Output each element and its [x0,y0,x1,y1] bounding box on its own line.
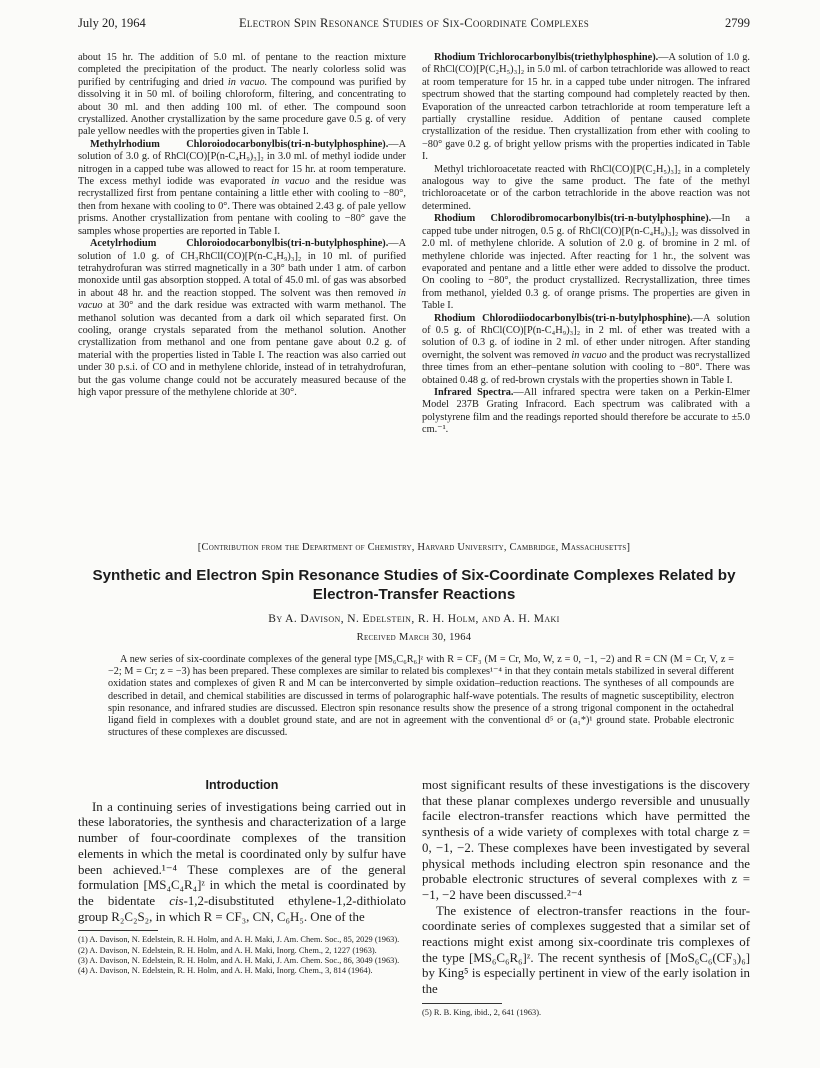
compound-heading: Acetylrhodium Chloroiodocarbonylbis(tri-n-butylphosphine). [90,238,389,250]
contribution-line: [Contribution from the Department of Chemistry, Harvard University, Cambridge, Massachusetts] [197,542,631,553]
compound-heading: Methylrhodium Chloroiodocarbonylbis(tri-n-butylphosphine). [90,138,389,150]
introduction-right-column [422,778,750,1018]
paragraph-text: —A solution of 3.0 g. of RhCl(CO)[P(n-C₄H₉)₃]₂ in 3.0 ml. of methyl iodide under nitrogen in a capped tube was allowed to react for 15 hr. at room temperature. The excess methyl iodide was evaporated [78,138,406,188]
paragraph-text: —All infrared spectra were taken on a Perkin-Elmer Model 237B Grating Infracord. Each spectrum was calibrated with a polystyrene film and the readings reported should therefore be accurate to ±5.0 cm.⁻¹. [422,386,751,436]
footnote-rule [422,1003,502,1004]
footnote: (2) A. Davison, N. Edelstein, R. H. Holm, and A. H. Maki, Inorg. Chem., 2, 1227 (1963). [78,945,377,955]
paragraph-text: —A solution of 1.0 g. of RhCl(CO)[P(C₂H₅)₃]₂ in 5.0 ml. of carbon tetrachloride was allowed to react at room temperature for 15 hr. in a capped tube under nitrogen. The infrared spectrum showed that the starting compound had completely reacted by then. Evaporation of the unreacted carbon tetrachloride at room temperature left a partially crystalline residue. Addition of pentane caused complete crystallization of the residue. Then crystallization from ether with cooling to −80° gave 0.2 g. of bright yellow prisms with the properties indicated in Table I. [422,52,750,163]
top-left-column [78,52,406,399]
footnote: (1) A. Davison, N. Edelstein, R. H. Holm, and A. H. Maki, J. Am. Chem. Soc., 85, 2029 (1963). [78,935,400,945]
compound-heading: Rhodium Chlorodibromocarbonylbis(tri-n-butylphosphine). [434,213,712,225]
section-heading-introduction: Introduction [205,778,279,792]
section-run-in-heading: Infrared Spectra. [434,386,514,398]
paragraph-text: In a continuing series of investigations being carried out in these laboratories, the synthesis and characterization of a large number of four-coordinate complexes of the transition elements in which the metal is coordinated only by sulfur have been achieved.¹⁻⁴ These complexes are of the general formulation [MS₄C₄R₄]ᶻ in which the metal is coordinated by the bidentate [78,799,406,908]
footnote: (3) A. Davison, N. Edelstein, R. H. Holm, and A. H. Maki, J. Am. Chem. Soc., 86, 3049 (1963). [78,955,400,965]
paragraph [422,387,750,437]
paragraph-text: —A solution of 0.5 g. of RhCl(CO)[P(n-C₄H₉)₃]₂ in 2 ml. of ether was treated with a solution of 0.3 g. of iodine in 2 ml. of ether under nitrogen. After standing overnight, the solvent was removed [422,312,750,361]
author-line: By A. Davison, N. Edelstein, R. H. Holm, and A. H. Maki [268,613,560,625]
paragraph: most significant results of these investigations is the discovery that these planar complexes undergo reversible and unusually facile electron-transfer reactions which have permitted the synthesis of a wide variety of complexes with total charge z = 0, −1, −2. These complexes have been investigated by several physical methods including electron spin resonance and the probable electronic structures of several complexes with z = −1, −2 have been discussed.²⁻⁴ [422,778,750,902]
paragraph [422,213,750,312]
paragraph-text: The compound was purified by dissolving it in 50 ml. of boiling chloroform, filtering, and concentrating to about 30 ml. and then adding 100 ml. of ether. The compound soon crystallized. Another crystallization by the same procedure gave 0.5 g. of very pale yellow needles with the properties given in Table I. [78,76,407,138]
paragraph [422,164,750,214]
italic-text: cis [169,893,184,908]
paragraph-text: -1,2-disubstituted ethylene-1,2-dithiolato group R₂C₂S₂, in which R = CF₃, CN, C₆H₅. One of the [78,893,406,924]
paragraph-text: and the residue was recrystallized first from pentane containing a little ether with cooling to −80°, then from hexane with cooling to 0°. There was obtained 2.43 g. of pale yellow prisms. Another crystallization from pentane with cooling to −80° gave the samples whose properties are reported in Table I. [78,176,407,237]
footnotes-right [422,1008,750,1018]
paragraph: The existence of electron-transfer reactions in the four-coordinate series of complexes suggested that a similar set of reactions might exist among six-coordinate tris complexes of the type [MS₆C₆R₆]ᶻ. The recent synthesis of [MoS₆C₆(CF₃)₆] by King⁵ is especially pertinent in view of the early isolation in the [422,903,750,997]
page-number: 2799 [725,16,750,30]
paragraph-text: at 30° and the dark residue was extracted with warm methanol. The methanol solution was decanted from a dark oil which separated first. On cooling, orange crystals separated from the methanol solution. Another crystallization from methanol and one from pentane gave about 0.2 g. of material with the properties listed in Table I. The reaction was also carried out under 30 p.s.i. of CO and in methylene chloride, instead of in tetrahydrofuran, but the gas volume change could not be accurately measured because of the high vapor pressure of the methylene chloride at 30°. [78,300,406,398]
italic-text: in vacuo [78,287,406,312]
top-columns [78,52,750,492]
paragraph [78,52,406,139]
paragraph [78,238,406,399]
italic-text: in vacuo [571,349,607,361]
footnotes-left [78,935,406,976]
received-date: Received March 30, 1964 [356,632,472,643]
footnote-rule [78,930,158,931]
paragraph-text: Methyl trichloroacetate reacted with RhCl(CO)[P(C₂H₅)₃]₂ in a completely analogous way to give the same product. The fate of the methyl trichloroacetate or of the carbon tetrachloride in the above reaction was not determined. [422,163,750,212]
running-head-title: Electron Spin Resonance Studies of Six-Coordinate Complexes [238,16,590,30]
paragraph-text: —In a capped tube under nitrogen, 0.5 g. of RhCl(CO)[P(n-C₄H₉)₃]₂ was dissolved in 2.0 ml. of methylene chloride. A solution of 2.0 g. of bromine in 2 ml. of methylene chloride was injected. After reacting for 1 hr., the solvent was evaporated and pentane and a little ether were added to dissolve the product. On cooling to −80°, the product crystallized. Recrystallization, three times from methanol, yielded 0.3 g. of orange prisms. The properties are given in Table I. [422,213,750,312]
compound-heading: Rhodium Trichlorocarbonylbis(triethylphosphine). [434,52,659,63]
compound-heading: Rhodium Chlorodiiodocarbonylbis(tri-n-butylphosphine). [434,312,693,324]
introduction-left-column [78,778,406,976]
paragraph-text: about 15 hr. The addition of 5.0 ml. of pentane to the reaction mixture completed the precipitation of the product. The nearly colorless solid was purified by centrifuging and dried [78,52,406,88]
italic-text: in vacuo. [227,76,268,88]
footnote: (4) A. Davison, N. Edelstein, R. H. Holm, and A. H. Maki, Inorg. Chem., 3, 814 (1964). [78,965,373,975]
paragraph [78,139,406,238]
paragraph [422,313,750,387]
italic-text: in vacuo [271,176,310,188]
abstract: A new series of six-coordinate complexes of the general type [MS₆C₆R₆]ᶻ with R = CF₃ (M = Cr, Mo, W, z = 0, −1, −2) and R = CN (M = Cr, V, z = −2; M = Cr; z = −3) has been prepared. These complexes are similar to related bis complexes¹⁻⁴ in that they contain metals stabilized in several different oxidation states and complexes of given R and M can be interconverted by simple oxidation–reduction reactions. The syntheses of all compounds are described in detail, and chemical stabilities are discussed in terms of polarographic half-wave potentials. The results of magnetic susceptibility, electron spin resonance, and infrared studies are discussed. Electron spin resonance results show the presence of a strong trigonal component in the octahedral ligand field in complexes with a doublet ground state, and are not in agreement with the conventional d⁵ or (a₁*)¹ ground state. Probable electronic structures of these complexes are discussed. [108,654,734,739]
bottom-columns [78,778,750,1062]
running-head [78,16,750,36]
paragraph-text: and the product was recrystallized three times from an ether–pentane solution with cooling to −80°. There was obtained 0.48 g. of red-brown crystals with the properties shown in Table I. [422,349,751,386]
footnote: (5) R. B. King, ibid., 2, 641 (1963). [422,1007,542,1017]
top-right-column [422,52,750,437]
article-title: Synthetic and Electron Spin Resonance Studies of Six-Coordinate Complexes Related by Electron-Transfer Reactions [92,567,736,603]
paragraph-text: —A solution of 1.0 g. of CH₃RhClI(CO)[P(n-C₄H₉)₃]₂ in 10 ml. of purified tetrahydrofuran was stirred magnetically in a 30° bath under 1 atm. of carbon monoxide until gas absorption stopped. A total of 45.0 ml. of gas was absorbed in about 48 hr. and the reaction stopped. The solvent was then removed [78,238,406,299]
paragraph [78,800,406,926]
running-head-date: July 20, 1964 [78,16,146,30]
paragraph [422,52,750,164]
